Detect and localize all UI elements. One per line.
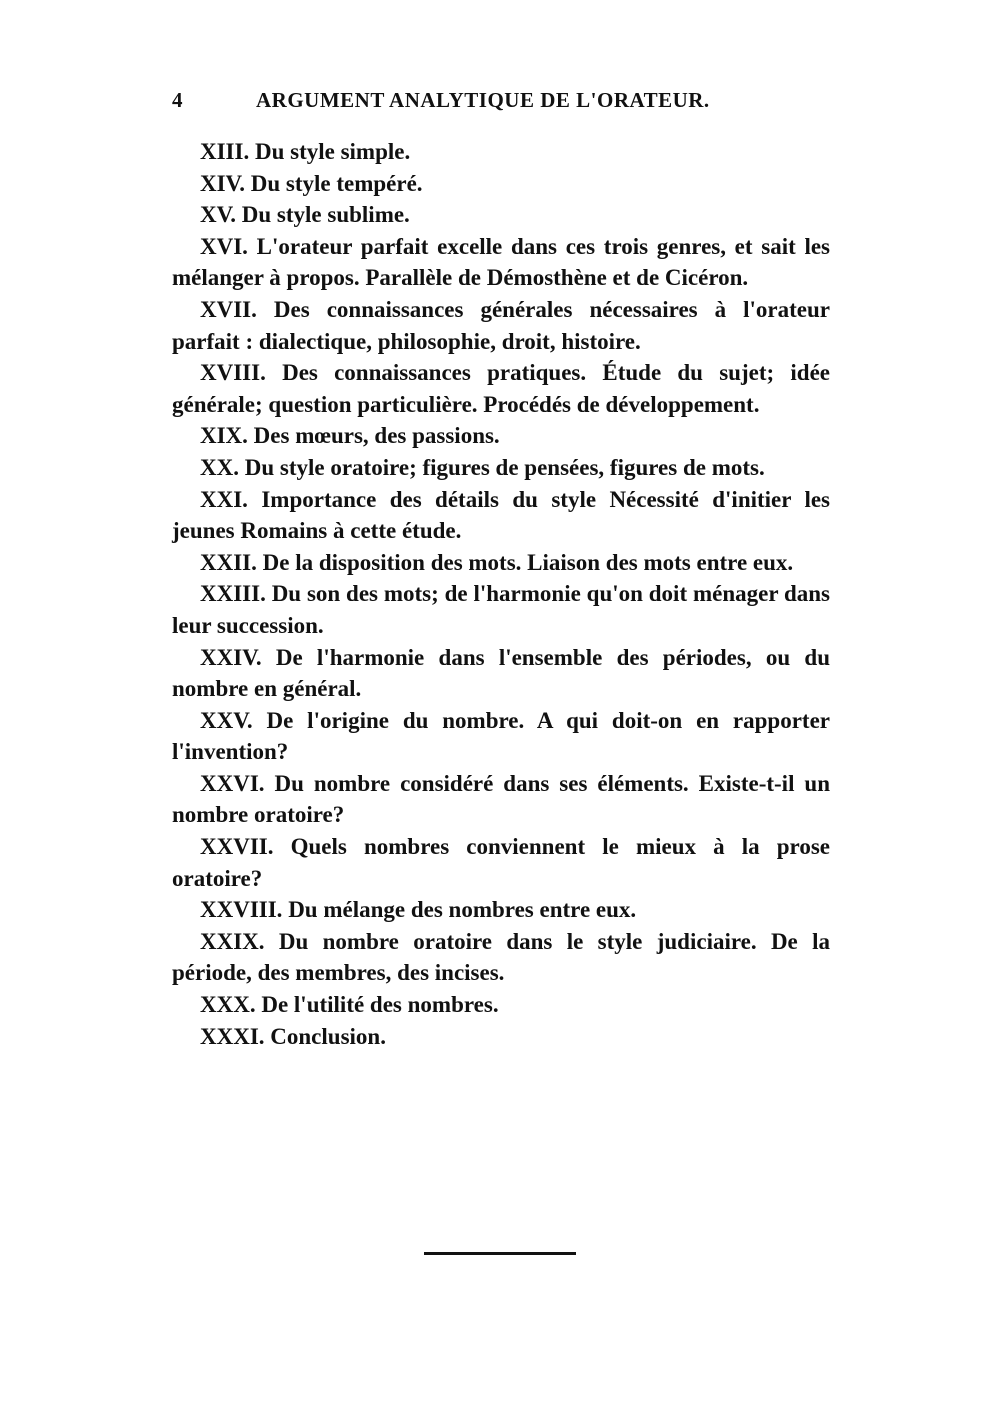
chapter-numeral: XXVIII.: [200, 897, 283, 923]
chapter-numeral: XXXI.: [200, 1023, 265, 1049]
chapter-entry: [172, 231, 830, 294]
chapter-summary: Des mœurs, des passions.: [253, 423, 500, 449]
chapter-summary: Quels nombres conviennent le mieux à la prose oratoire?: [172, 834, 830, 891]
chapter-numeral: XXVII.: [200, 834, 274, 860]
chapter-numeral: XVIII.: [200, 360, 266, 386]
chapter-entry: [172, 1021, 830, 1053]
chapter-summary: Importance des détails du style Nécessité d'initier les jeunes Romains à cette étude.: [172, 486, 831, 544]
chapter-numeral: XXVI.: [200, 770, 265, 796]
chapter-entry: [172, 989, 830, 1021]
chapter-summary: Du nombre considéré dans ses éléments. Existe-t-il un nombre oratoire?: [172, 770, 831, 828]
end-rule-divider: [424, 1252, 576, 1255]
chapter-summary: Du son des mots; de l'harmonie qu'on doit ménager dans leur succession.: [172, 581, 831, 638]
chapter-numeral: XXIX.: [200, 928, 265, 954]
chapter-numeral: XVII.: [200, 296, 257, 322]
chapter-entry: [172, 831, 830, 894]
chapter-numeral: XIII.: [200, 139, 250, 164]
running-head: [172, 88, 832, 118]
page-number: 4: [172, 88, 183, 112]
chapter-numeral: XXIII.: [200, 581, 266, 607]
chapter-numeral: XV.: [200, 202, 237, 228]
chapter-entry: [172, 578, 830, 641]
chapter-summary: De l'harmonie dans l'ensemble des périodes, ou du nombre en général.: [172, 644, 830, 702]
chapter-summary: Du style oratoire; figures de pensées, figures de mots.: [244, 454, 765, 480]
chapter-summary: De l'origine du nombre. A qui doit-on en rapporter l'invention?: [172, 707, 831, 765]
running-title: ARGUMENT ANALYTIQUE DE L'ORATEUR.: [256, 88, 710, 112]
chapter-numeral: XXX.: [200, 992, 256, 1018]
chapter-summary: De l'utilité des nombres.: [261, 992, 499, 1018]
chapter-entry: [172, 642, 830, 705]
chapter-entry: [172, 420, 830, 452]
chapter-summary: De la disposition des mots. Liaison des mots entre eux.: [262, 549, 794, 575]
chapter-summary: Du mélange des nombres entre eux.: [288, 897, 637, 923]
chapter-summary: Des connaissances générales nécessaires à l'orateur parfait : dialectique, philosophie, droit, histoire.: [172, 296, 831, 354]
chapter-entry: [172, 547, 830, 579]
chapter-entry: [172, 894, 830, 926]
chapter-entry: [172, 136, 830, 168]
chapter-summary: Des connaissances pratiques. Étude du sujet; idée générale; question particulière. Procédés de développement.: [172, 360, 830, 417]
chapter-summary: Conclusion.: [270, 1023, 386, 1049]
chapter-entry: [172, 705, 830, 768]
chapter-numeral: XXV.: [200, 707, 253, 733]
chapter-numeral: XX.: [200, 454, 239, 480]
chapter-numeral: XIX.: [200, 423, 248, 449]
chapter-entry: [172, 926, 830, 989]
chapter-entry: [172, 484, 830, 547]
chapter-entry: [172, 168, 830, 200]
chapter-summary-list: [172, 136, 830, 1052]
chapter-summary: Du style simple.: [254, 139, 411, 164]
chapter-numeral: XXI.: [200, 486, 248, 512]
chapter-numeral: XXII.: [200, 549, 257, 575]
chapter-summary: Du nombre oratoire dans le style judiciaire. De la période, des membres, des incises.: [172, 928, 831, 986]
chapter-numeral: XIV.: [200, 170, 245, 196]
chapter-entry: [172, 768, 830, 831]
chapter-entry: [172, 357, 830, 420]
chapter-summary: L'orateur parfait excelle dans ces trois genres, et sait les mélanger à propos. Parallèle de Démosthène et de Cicéron.: [172, 233, 831, 291]
chapter-entry: [172, 452, 830, 484]
chapter-summary: Du style tempéré.: [250, 170, 423, 196]
chapter-entry: [172, 294, 830, 357]
chapter-summary: Du style sublime.: [241, 202, 410, 228]
chapter-numeral: XXIV.: [200, 644, 262, 670]
chapter-entry: [172, 199, 830, 231]
chapter-numeral: XVI.: [200, 233, 248, 259]
